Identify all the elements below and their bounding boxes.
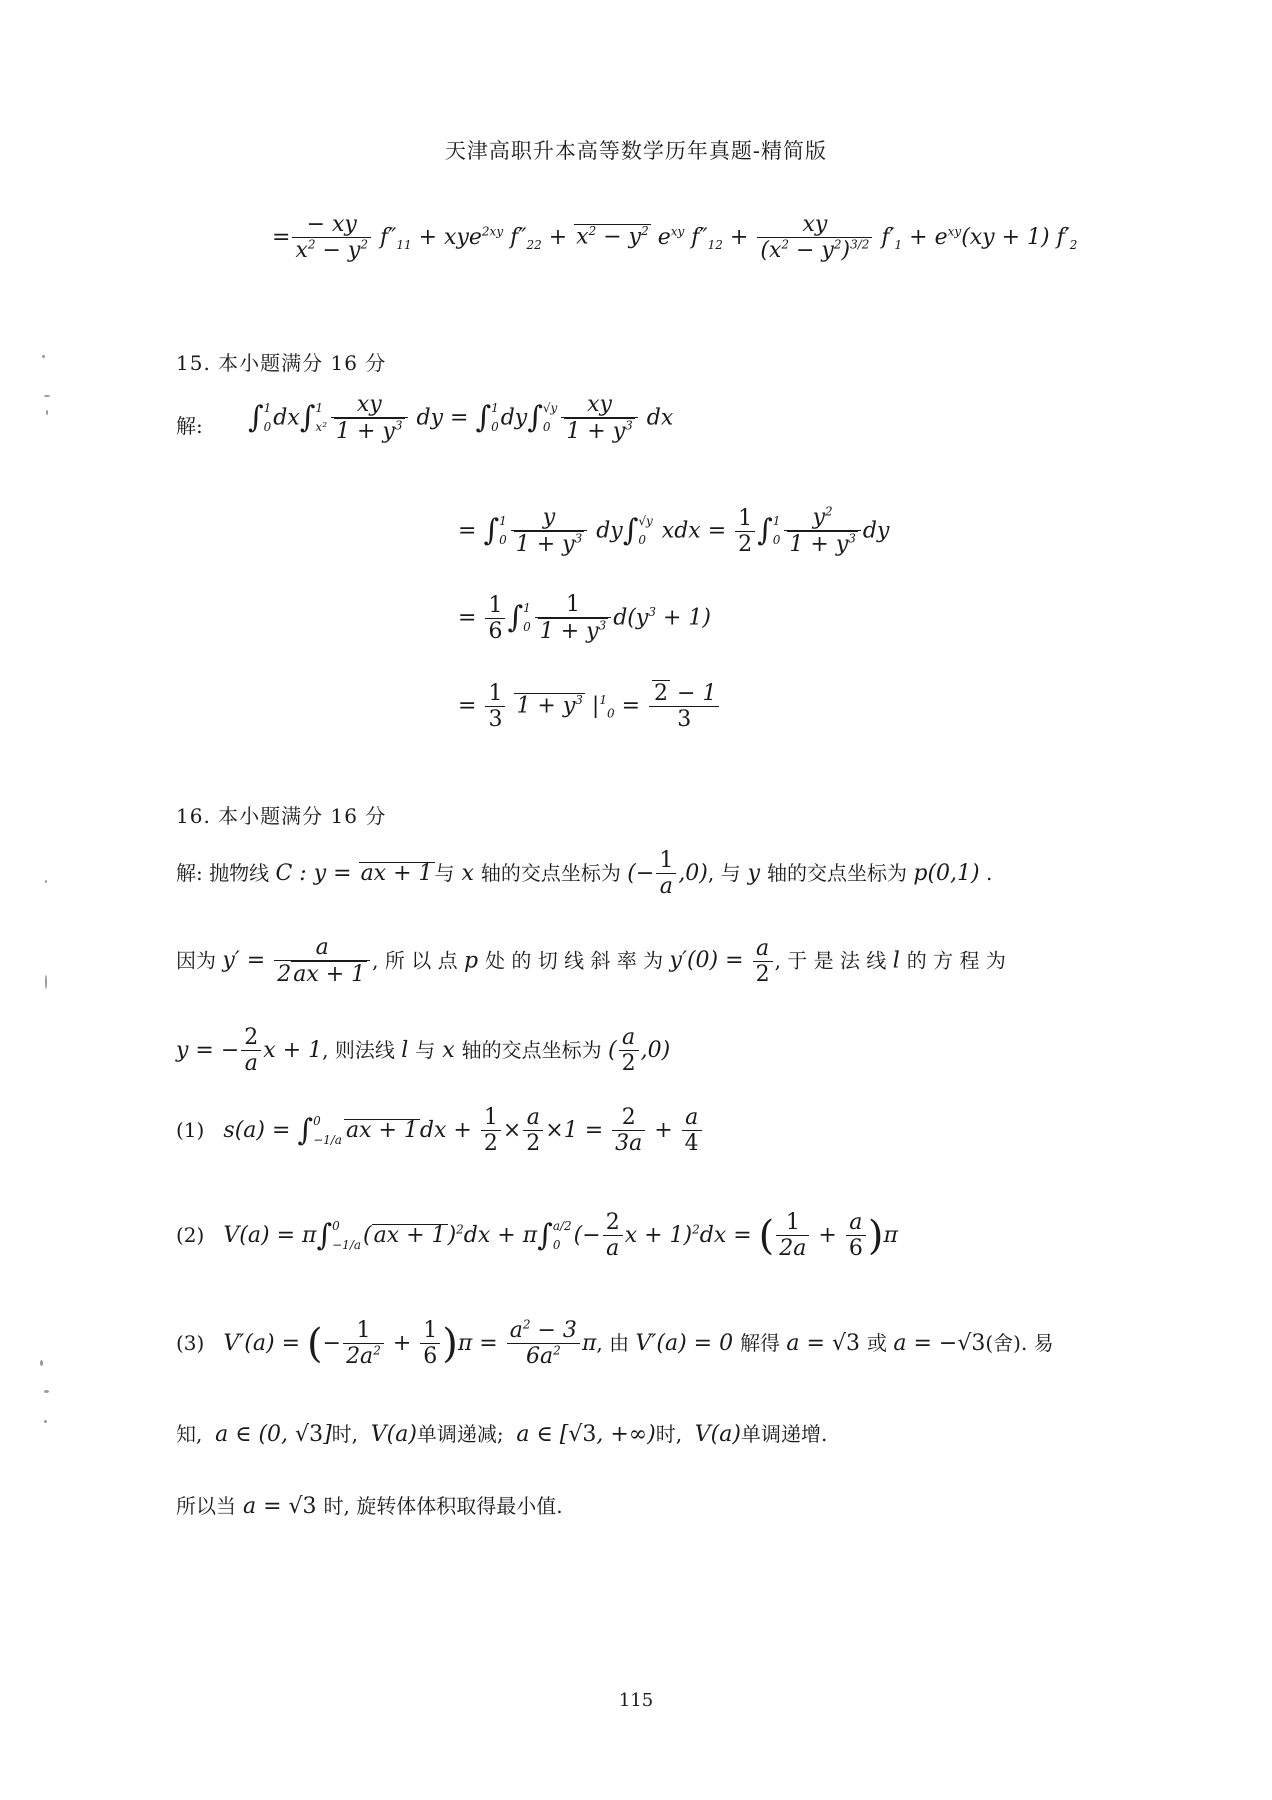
q15-title: 15. 本小题满分 16 分 <box>176 351 387 375</box>
q16-part-1: (1) s(a) = ∫ 0 −1/a ax + 1dx + $\frac{1}{2}$ × $\frac{a}{2}$ ×1 = $\frac{2}{3a}$ + $\frac{a}{4}$ <box>176 1105 704 1157</box>
scan-speck <box>45 975 47 989</box>
scan-speck <box>40 1360 43 1366</box>
page-header: 天津高职升本高等数学历年真题-精简版 <box>444 139 828 163</box>
q16-line-3: y = − $\frac{2}{a}$ x + 1, 则法线 l 与 x 轴的交点坐标为 ( $\frac{a}{2}$ ,0) <box>176 1025 671 1077</box>
q16-line-2: 因为 y′ = $\frac{a}{2ax + 1}$ , 所 以 点 p 处 的 切 线 斜 率 为 y′(0) = $\frac{a}{2}$ , 于 是 法 线 l 的 方 程 为 <box>176 935 1006 988</box>
q15-eq-2: = ∫ 1 0 $\frac{y}{1 + y^3}$ dy∫ √y 0 xdx = $\frac{1}{2}$ ∫ 1 0 $\frac{y^2}{1 + y^3}$ dy <box>458 504 890 558</box>
formula-continuation: = $\frac{- xy}{x^2 - y^2}$ $f''_{11} + xye^{2xy}$ $f''_{22} + x^2 - y^2$ $e^{xy}$ $f''_{12}$ + $\frac{xy}{(x^2 - y^2)^{3/2}}$ $f'_1 + e^{xy}(xy + 1)$ $f'_2$ <box>272 212 1078 264</box>
scan-speck <box>46 410 48 415</box>
q15-eq-1: ∫ 1 0 dx∫ 1 x² $\frac{xy}{1 + y^3}$ dy = ∫ 1 0 dy∫ √y 0 $\frac{xy}{1 + y^3}$ dx <box>248 392 674 445</box>
q15-jie-label: 解: <box>176 414 203 438</box>
page-number: 115 <box>618 1690 654 1711</box>
q16-part-2: (2) V(a) = π∫ 0 −1/a (ax + 1)$^2$dx + π∫ a/2 0 (− $\frac{2}{a}$ x + 1)$^2$dx = ( $\frac{1}{2a}$ + $\frac{a}{6}$ )π <box>176 1210 898 1262</box>
q15-eq-3: = $\frac{1}{6}$ ∫ 1 0 $\frac{1}{1 + y^3}$ $d(y^3 + 1)$ <box>458 592 711 645</box>
scan-speck <box>44 1420 47 1423</box>
q16-line-8: 知, a ∈ (0, √3]时, V(a)单调递减; a ∈ [√3, +∞)时, V(a)单调递增. <box>176 1422 828 1447</box>
q16-conclusion: 所以当 a = √3 时, 旋转体体积取得最小值. <box>176 1494 563 1519</box>
scan-speck <box>44 1390 49 1393</box>
scan-speck <box>44 395 50 397</box>
q15-eq-4: = $\frac{1}{3}$ $1 + y^3$ $|^1_0$ = $\frac{2 - 1}{3}$ <box>458 680 721 733</box>
q16-line-1: 解: 抛物线 C : y = ax + 1 与 x 轴的交点坐标为 (− $\frac{1}{a}$ ,0), 与 y 轴的交点坐标为 p(0,1) . <box>176 848 993 900</box>
q16-part-3: (3) V′(a) = (− $\frac{1}{2a^2}$ + $\frac{1}{6}$ )π = $\frac{a^2 - 3}{6a^2}$ π, 由 V′(a) = 0 解得 a = √3 或 a = −√3(舍). 易 <box>176 1317 1054 1370</box>
scan-speck <box>42 355 45 358</box>
q16-title: 16. 本小题满分 16 分 <box>176 804 387 828</box>
scan-speck <box>45 880 47 883</box>
